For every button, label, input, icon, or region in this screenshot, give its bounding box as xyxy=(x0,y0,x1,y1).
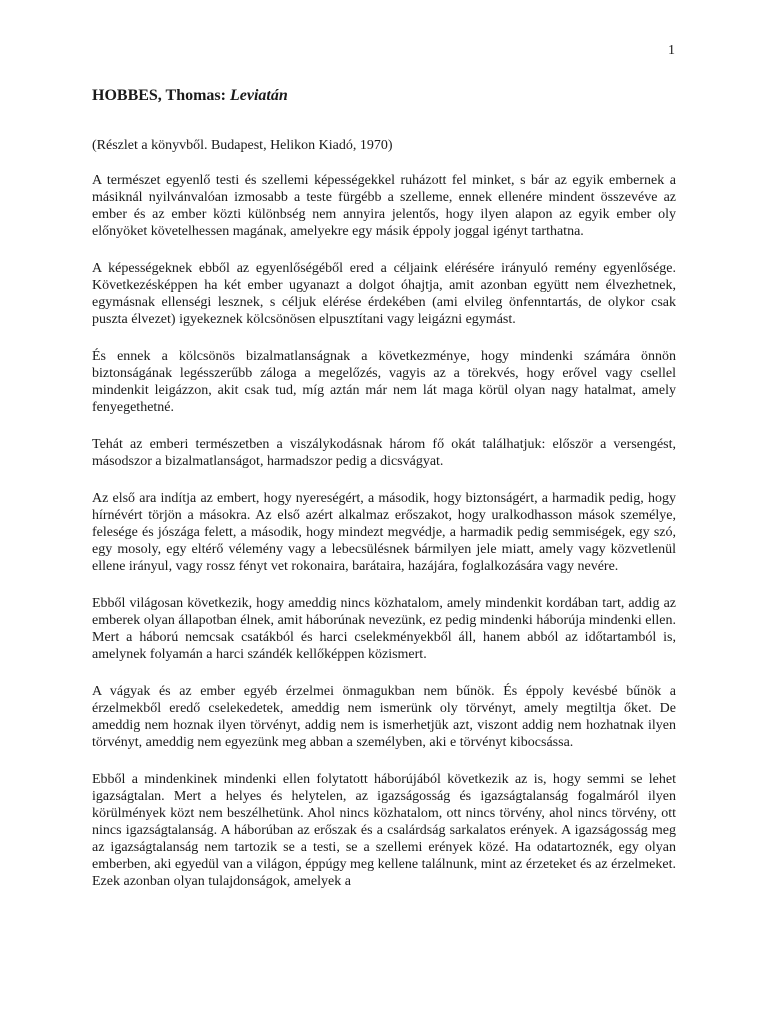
document-title xyxy=(92,86,676,106)
source-citation: (Részlet a könyvből. Budapest, Helikon Kiadó, 1970) xyxy=(92,138,393,153)
paragraph: Ebből világosan következik, hogy ameddig nincs közhatalom, amely mindenkit kordában tart, addig az emberek olyan állapotban élnek, amit háborúnak nevezünk, ez pedig mindenki háborúja mindenki ellen. Mert a háború nemcsak csatákból és harci cselekményekből áll, hanem abból az időtartamból is, amelynek folyamán a harci szándék kellőképpen közismert. xyxy=(92,596,676,662)
page-number: 1 xyxy=(668,43,675,58)
paragraph: Az első ara indítja az embert, hogy nyereségért, a második, hogy biztonságért, a harmadik pedig, hogy hírnévért törjön a másokra. Az első azért alkalmaz erőszakot, hogy uralkodhasson mások személye, felesége és jószága felett, a második, hogy mindezt megvédje, a harmadik pedig semmiségek, egy szó, egy mosoly, egy eltérő vélemény vagy a lebecsülésnek bármilyen jele miatt, amely vagy közvetlenül ellene irányul, vagy rossz fényt vet rokonaira, barátaira, hazájára, foglalkozására vagy nevére. xyxy=(92,491,676,574)
paragraph: Ebből a mindenkinek mindenki ellen folytatott háborújából következik az is, hogy semmi se lehet igazságtalan. Mert a helyes és helytelen, az igazságosság és igazságtalanság fogalmáról ilyen körülmények közt nem beszélhetünk. Ahol nincs közhatalom, ott nincs törvény, ahol nincs törvény, ott nincs igazságtalanság. A háborúban az erőszak és a csalárdság sarkalatos erények. A igazságosság meg az igazságtalanság nem tartozik se a testi, se a szellemi erények közé. Ha odatartoznék, egy olyan emberben, aki egyedül van a világon, éppúgy meg kellene találnunk, mint az érzeteket és az érzelmeket. Ezek azonban olyan tulajdonságok, amelyek a xyxy=(92,772,676,889)
title-author: HOBBES, Thomas: xyxy=(92,87,230,104)
paragraph: A természet egyenlő testi és szellemi képességekkel ruházott fel minket, s bár az egyik embernek a másiknál nyilvánvalóan izmosabb a teste fürgébb a szelleme, ennek ellenére mindent összevéve az ember és az ember közti különbség nem annyira jelentős, hogy ilyen alapon az egyik ember oly előnyöket követelhessen magának, amelyekre egy másik éppoly joggal igényt tarthatna. xyxy=(92,173,676,239)
paragraph: A vágyak és az ember egyéb érzelmei önmagukban nem bűnök. És éppoly kevésbé bűnök a érzelmekből eredő cselekedetek, ameddig nem ismerünk oly törvényt, amely megtiltja őket. De ameddig nem hoznak ilyen törvényt, addig nem is ismerhetjük azt, viszont addig nem hozhatnak ilyen törvényt, ameddig nem egyezünk meg abban a személyben, aki e törvényt kibocsássa. xyxy=(92,684,676,750)
paragraph: A képességeknek ebből az egyenlőségéből ered a céljaink elérésére irányuló remény egyenlősége. Következésképpen ha két ember ugyanazt a dolgot óhajtja, amit azonban együtt nem élvezhetnek, egymásnak ellenségi lesznek, s céljuk elérése érdekében (ami elvileg önfenntartás, de olykor csak puszta élvezet) igyekeznek kölcsönösen elpusztítani vagy leigázni egymást. xyxy=(92,261,676,327)
paragraph: És ennek a kölcsönös bizalmatlanságnak a következménye, hogy mindenki számára önnön biztonságának legésszerűbb záloga a megelőzés, vagyis az a törekvés, hogy erővel vagy csellel mindenkit leigázzon, akit csak tud, míg aztán már nem lát maga körül olyan nagy hatalmat, amely fenyegethetné. xyxy=(92,349,676,415)
document-body xyxy=(92,86,676,890)
title-work: Leviatán xyxy=(229,87,288,104)
paragraph: Tehát az emberi természetben a viszálykodásnak három fő okát találhatjuk: először a versengést, másodszor a bizalmatlanságot, harmadszor pedig a dicsvágyat. xyxy=(92,437,676,469)
